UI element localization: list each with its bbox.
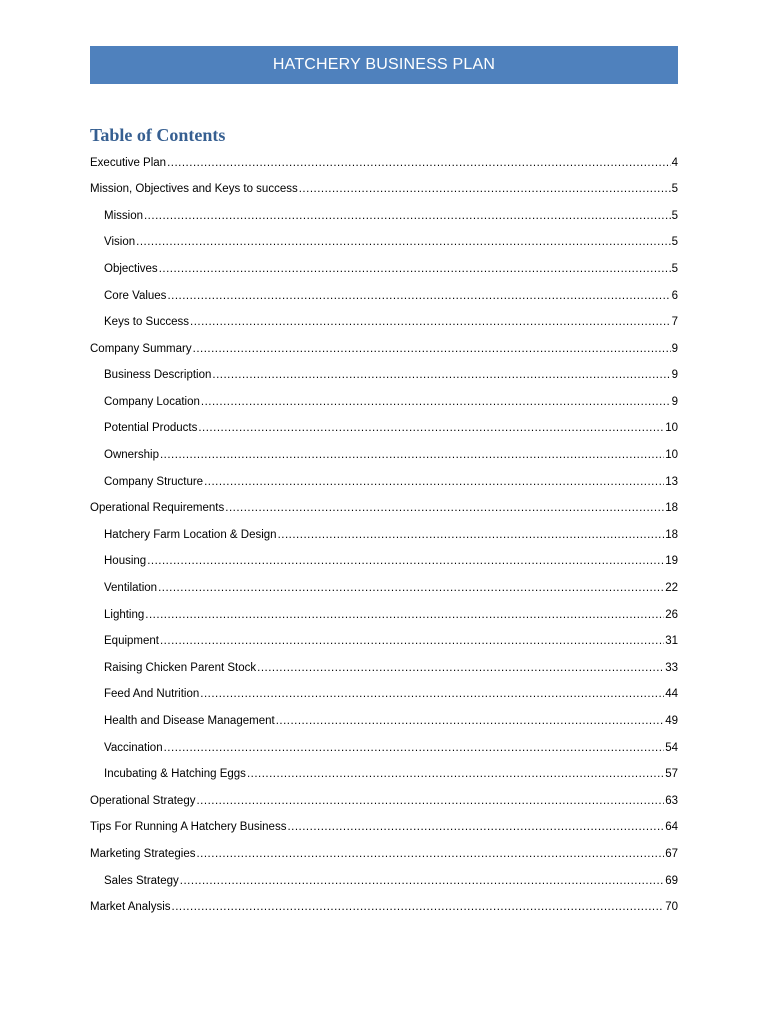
toc-entry[interactable] — [90, 389, 678, 416]
toc-entry[interactable] — [90, 708, 678, 735]
toc-entry-page-number: 19 — [665, 555, 678, 568]
toc-entry-page-number: 54 — [665, 741, 678, 754]
toc-entry-title: Incubating & Hatching Eggs — [104, 768, 246, 781]
toc-entry-page-number: 9 — [671, 395, 678, 408]
toc-entry-title: Housing — [104, 555, 147, 568]
toc-entry-page-number: 18 — [665, 528, 678, 541]
toc-entry-page-number: 5 — [671, 183, 678, 196]
toc-entry[interactable] — [90, 203, 678, 230]
toc-entry-page-number: 67 — [665, 847, 678, 860]
toc-dot-leader — [198, 423, 664, 435]
toc-entry-page-number: 13 — [665, 475, 678, 488]
toc-dot-leader — [196, 849, 664, 861]
toc-dot-leader — [278, 530, 665, 542]
toc-entry-title: Mission — [104, 209, 143, 222]
toc-entry-title: Market Analysis — [90, 901, 171, 914]
toc-heading: Table of Contents — [90, 125, 226, 145]
toc-entry-title: Equipment — [104, 635, 159, 648]
toc-dot-leader — [147, 556, 664, 568]
toc-entry[interactable] — [90, 788, 678, 815]
toc-entry-title: Mission, Objectives and Keys to success — [90, 183, 298, 196]
toc-entry-page-number: 10 — [665, 422, 678, 435]
toc-dot-leader — [145, 610, 664, 622]
toc-dot-leader — [200, 689, 664, 701]
toc-dot-leader — [190, 317, 671, 329]
toc-entry-title: Company Summary — [90, 342, 192, 355]
toc-dot-leader — [287, 822, 664, 834]
toc-entry[interactable] — [90, 230, 678, 257]
toc-entry[interactable] — [90, 549, 678, 576]
toc-entry-page-number: 22 — [665, 582, 678, 595]
toc-entry[interactable] — [90, 443, 678, 470]
toc-entry[interactable] — [90, 150, 678, 177]
toc-entry[interactable] — [90, 177, 678, 204]
toc-entry[interactable] — [90, 496, 678, 523]
toc-entry-title: Operational Requirements — [90, 502, 225, 515]
toc-dot-leader — [201, 397, 671, 409]
toc-dot-leader — [299, 184, 671, 196]
toc-dot-leader — [158, 583, 664, 595]
toc-entry[interactable] — [90, 841, 678, 868]
toc-dot-leader — [167, 158, 671, 170]
toc-entry-page-number: 10 — [665, 449, 678, 462]
toc-entry-title: Potential Products — [104, 422, 198, 435]
toc-entry[interactable] — [90, 522, 678, 549]
toc-dot-leader — [160, 636, 664, 648]
toc-entry-page-number: 5 — [671, 209, 678, 222]
toc-entry-page-number: 5 — [671, 236, 678, 249]
toc-dot-leader — [225, 503, 664, 515]
toc-entry[interactable] — [90, 336, 678, 363]
toc-entry-page-number: 18 — [665, 502, 678, 515]
toc-entry[interactable] — [90, 576, 678, 603]
toc-entry-page-number: 49 — [665, 715, 678, 728]
toc-entry[interactable] — [90, 655, 678, 682]
toc-entry-page-number: 44 — [665, 688, 678, 701]
toc-entry[interactable] — [90, 602, 678, 629]
toc-list — [90, 150, 678, 921]
toc-entry[interactable] — [90, 256, 678, 283]
toc-entry-title: Ventilation — [104, 582, 158, 595]
toc-dot-leader — [172, 902, 665, 914]
toc-entry-page-number: 69 — [665, 874, 678, 887]
document-title: HATCHERY BUSINESS PLAN — [272, 56, 496, 73]
toc-dot-leader — [196, 796, 664, 808]
toc-entry[interactable] — [90, 815, 678, 842]
toc-entry-title: Hatchery Farm Location & Design — [104, 528, 277, 541]
toc-entry-title: Company Location — [104, 395, 200, 408]
toc-entry-title: Feed And Nutrition — [104, 688, 200, 701]
toc-entry-page-number: 4 — [671, 156, 678, 169]
toc-entry-page-number: 33 — [665, 661, 678, 674]
toc-entry-page-number: 5 — [671, 262, 678, 275]
toc-entry-title: Core Values — [104, 289, 167, 302]
toc-entry[interactable] — [90, 735, 678, 762]
toc-entry-title: Company Structure — [104, 475, 204, 488]
toc-entry-title: Marketing Strategies — [90, 847, 196, 860]
toc-dot-leader — [136, 237, 670, 249]
toc-entry-title: Tips For Running A Hatchery Business — [90, 821, 287, 834]
toc-entry-title: Business Description — [104, 369, 212, 382]
toc-dot-leader — [204, 477, 664, 489]
toc-entry-title: Ownership — [104, 449, 159, 462]
toc-entry[interactable] — [90, 363, 678, 390]
toc-dot-leader — [160, 450, 664, 462]
toc-entry[interactable] — [90, 762, 678, 789]
toc-entry-page-number: 31 — [665, 635, 678, 648]
toc-entry[interactable] — [90, 682, 678, 709]
toc-dot-leader — [193, 344, 671, 356]
toc-entry-title: Vision — [104, 236, 136, 249]
toc-entry[interactable] — [90, 868, 678, 895]
toc-entry-page-number: 9 — [671, 369, 678, 382]
toc-entry-page-number: 26 — [665, 608, 678, 621]
toc-entry-title: Raising Chicken Parent Stock — [104, 661, 257, 674]
toc-entry-title: Executive Plan — [90, 156, 167, 169]
toc-entry-page-number: 70 — [665, 901, 678, 914]
toc-entry-title: Keys to Success — [104, 316, 190, 329]
toc-entry[interactable] — [90, 469, 678, 496]
toc-entry[interactable] — [90, 310, 678, 337]
document-title-banner — [90, 46, 678, 84]
toc-entry[interactable] — [90, 416, 678, 443]
toc-entry-title: Operational Strategy — [90, 794, 196, 807]
toc-dot-leader — [159, 264, 671, 276]
toc-dot-leader — [144, 211, 671, 223]
toc-entry-page-number: 6 — [671, 289, 678, 302]
toc-entry-page-number: 7 — [671, 316, 678, 329]
toc-entry-title: Vaccination — [104, 741, 163, 754]
toc-entry[interactable] — [90, 283, 678, 310]
toc-entry[interactable] — [90, 895, 678, 922]
toc-entry-page-number: 57 — [665, 768, 678, 781]
toc-entry-title: Health and Disease Management — [104, 715, 275, 728]
toc-entry-page-number: 63 — [665, 794, 678, 807]
toc-entry[interactable] — [90, 629, 678, 656]
toc-dot-leader — [276, 716, 665, 728]
toc-dot-leader — [167, 291, 670, 303]
toc-dot-leader — [164, 743, 665, 755]
toc-entry-title: Sales Strategy — [104, 874, 179, 887]
toc-dot-leader — [257, 663, 664, 675]
toc-entry-page-number: 9 — [671, 342, 678, 355]
toc-dot-leader — [212, 370, 670, 382]
toc-entry-title: Lighting — [104, 608, 145, 621]
toc-dot-leader — [180, 876, 664, 888]
toc-entry-title: Objectives — [104, 262, 158, 275]
toc-dot-leader — [247, 769, 664, 781]
toc-entry-page-number: 64 — [665, 821, 678, 834]
